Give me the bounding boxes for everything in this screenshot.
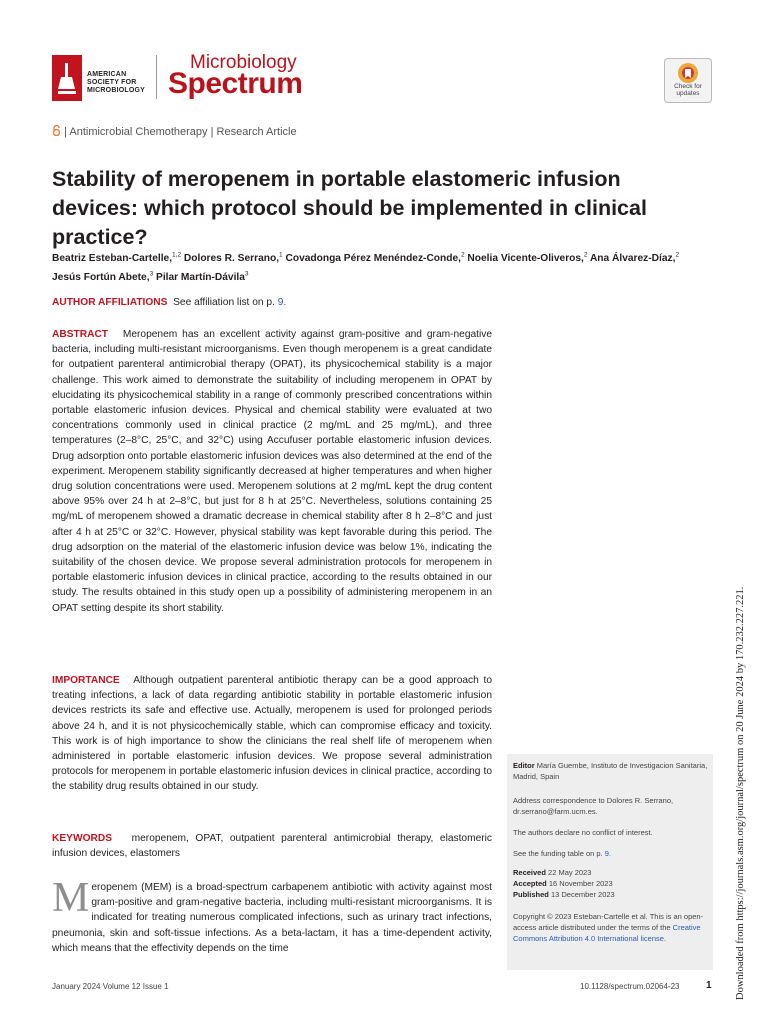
check-updates-icon	[677, 62, 699, 84]
author[interactable]: Jesús Fortún Abete,$^3$	[52, 270, 154, 283]
published-date	[513, 889, 709, 900]
author[interactable]: Ana Álvarez-Díaz,$^2$	[587, 252, 680, 265]
received-label: Received	[513, 868, 546, 877]
editor-label: Editor	[513, 761, 535, 770]
check-for-updates-button[interactable]	[664, 58, 712, 103]
copyright-info	[513, 911, 709, 944]
publisher-line-3: MICROBIOLOGY	[87, 87, 146, 94]
logo-divider	[156, 55, 157, 99]
editor-info	[513, 760, 709, 782]
copyright-text: Copyright © 2023 Esteban-Cartelle et al. This is an open-access article distributed under the terms of the	[513, 912, 704, 932]
conflict-statement: The authors declare no conflict of interest.	[513, 828, 653, 837]
asm-logo[interactable]	[52, 55, 152, 101]
author[interactable]: Noelia Vicente-Oliveros,$^2$	[464, 252, 588, 265]
importance-label: IMPORTANCE	[52, 675, 120, 686]
received-date	[513, 867, 709, 878]
funding-page-link[interactable]: 9.	[604, 849, 612, 858]
published-value: 13 December 2023	[550, 890, 615, 899]
author-affiliations	[52, 297, 286, 308]
abstract	[52, 327, 492, 616]
received-value: 22 May 2023	[548, 868, 592, 877]
keywords-text: meropenem, OPAT, outpatient parenteral antimicrobial therapy, elastomeric infusion devices, elastomers	[52, 833, 493, 860]
download-note: Downloaded from https://journals.asm.org/journal/spectrum on 20 June 2024 by 170.232.227.221.	[735, 586, 746, 1000]
drop-cap: M	[52, 875, 90, 921]
license-link[interactable]: Creative Commons Attribution 4.0 International license.	[513, 923, 701, 943]
author[interactable]: Dolores R. Serrano,$^1$	[181, 252, 283, 265]
author-list	[52, 248, 732, 285]
body-paragraph	[52, 875, 492, 956]
funding-info	[513, 848, 709, 859]
abstract-text: Meropenem has an excellent activity against gram-positive and gram-negative bacteria, including multi-resistant microorganisms. Even though meropenem is a great candidate for outpatient parenteral antimicrobial therapy (OPAT), its physicochemical stability is a major challenge. This work aimed to demonstrate the suitability of including meropenem in OPAT by elucidating its physicochemical stability in a range of commonly prescribed concentrations within portable elastomeric infusion devices. Physical and chemical stability were evaluated at two concentrations commonly used in clinical practice (2 mg/mL and 25 mg/mL), and three temperatures (2–8°C, 25°C, and 32°C) using Accufuser portable elastomeric infusion devices. Drug adsorption onto portable elastomeric infusion devices was also determined at the end of the experiment. Meropenem stability significantly decreased at higher temperatures and when higher drug solution concentrations were used. Meropenem solutions at 2 mg/mL kept the drug content above 95% over 24 h at 2–8°C, but just for 8 h at 25°C. Nevertheless, solutions containing 25 mg/mL of meropenem showed a dramatic decrease in chemical stability after 8 h 2–8°C and just after 4 h at 25°C or 32°C. However, physical stability was kept favorable during this period. The drug adsorption on the material of the elastomeric infusion device was below 1%, indicating the suitability of the chosen device. We propose several administration protocols for meropenem in portable elastomeric infusion devices in clinical practice, according to the results obtained in our study. The results obtained in this study open up a possibility of administering meropenem in an OPAT setting despite its short stability.	[52, 329, 492, 614]
author[interactable]: Pilar Martín-Dávila$^3$	[153, 270, 249, 283]
accepted-value: 16 November 2023	[548, 879, 613, 888]
accepted-date	[513, 878, 709, 889]
publisher-line-2: SOCIETY FOR	[87, 79, 137, 86]
funding-text: See the funding table on p.	[513, 849, 603, 858]
keywords-label: KEYWORDS	[52, 833, 112, 844]
abstract-label: ABSTRACT	[52, 329, 109, 340]
journal-name-line-2[interactable]: Spectrum	[168, 67, 303, 100]
keywords	[52, 831, 492, 861]
author[interactable]: Beatriz Esteban-Cartelle,$^{1,2}$	[52, 252, 182, 265]
check-updates-label: Check for updates	[674, 83, 702, 97]
affiliations-page-link[interactable]: 9.	[277, 297, 287, 308]
publisher-line-1: AMERICAN	[87, 71, 127, 78]
importance	[52, 673, 492, 795]
category-text: | Antimicrobial Chemotherapy | Research Article	[64, 126, 297, 138]
journal-name-line-1[interactable]: Microbiology	[190, 52, 297, 73]
body-text: eropenem (MEM) is a broad-spectrum carbapenem antibiotic with activity against most gram-positive and gram-negative bacteria, including multi-resistant microorganisms. It is indicated for treating numerous complicated infections, such as urinary tract infections, pneumonia, skin and soft-tissue infections. As a beta-lactam, it has a time-dependent activity, which means that the effectivity depends on the time	[52, 882, 492, 954]
importance-text: Although outpatient parenteral antibiotic therapy can be a good approach to treating infections, a lack of data regarding antibiotic stability in portable elastomeric infusion devices restricts its safe and effective use. Actually, meropenem is used for prolonged periods above 24 h, and it is not physicochemically stable, which can compromise efficacy and toxicity. This work is of high importance to show the clinicians the real shelf life of meropenem when administered in portable elastomeric infusion devices. We propose several administration protocols for meropenem in portable elastomeric infusion devices in clinical practice, according to the stability drug results obtained in our study.	[52, 675, 492, 793]
article-category	[52, 125, 297, 138]
accepted-label: Accepted	[513, 879, 547, 888]
publisher-name	[87, 71, 145, 95]
open-lock-icon	[52, 125, 61, 136]
editor-text: María Guembe, Instituto de Investigacion Sanitaria, Madrid, Spain	[513, 761, 708, 781]
issue-info: January 2024 Volume 12 Issue 1	[52, 982, 169, 991]
published-label: Published	[513, 890, 549, 899]
correspondence-info: Address correspondence to Dolores R. Serrano, dr.serrano@farm.ucm.es.	[513, 796, 674, 816]
affiliations-label: AUTHOR AFFILIATIONS	[52, 297, 168, 308]
page-number: 1	[706, 980, 712, 991]
article-info-sidebar	[507, 754, 713, 970]
doi-link[interactable]: 10.1128/spectrum.02064-23	[580, 982, 680, 991]
article-title: Stability of meropenem in portable elastomeric infusion devices: which protocol should be implemented in clinical practice?	[52, 167, 647, 249]
affiliations-text: See affiliation list on p.	[173, 297, 275, 308]
asm-flask-logo-icon	[52, 55, 82, 101]
author[interactable]: Covadonga Pérez Menéndez-Conde,$^2$	[282, 252, 465, 265]
